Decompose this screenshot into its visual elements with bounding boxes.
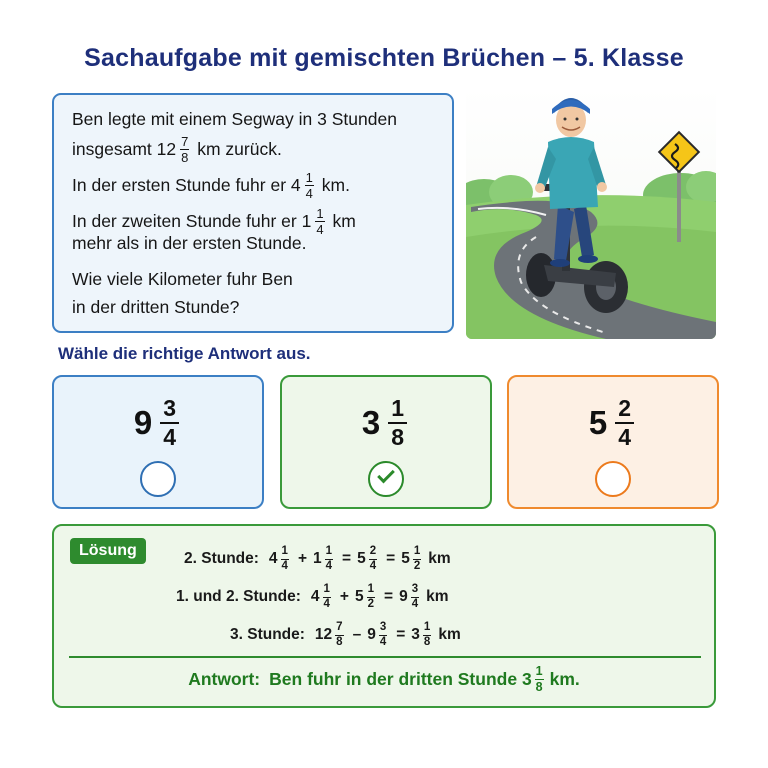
numerator: 1 [423, 622, 431, 636]
prompt-text: Wähle die richtige Antwort aus. [58, 344, 311, 363]
denominator: 8 [336, 635, 343, 648]
problem-text: km. [321, 175, 350, 195]
denominator: 8 [535, 679, 543, 694]
page-title: Sachaufgabe mit gemischten Brüchen – 5. Klasse [84, 44, 684, 72]
unit: km [426, 588, 449, 605]
radio-circle-icon[interactable] [595, 461, 631, 497]
mixed-whole: 4 [268, 550, 278, 567]
denominator: 4 [379, 635, 387, 648]
denominator: 4 [281, 559, 288, 572]
answer-line [54, 665, 714, 693]
problem-text: in der dritten Stunde? [72, 297, 240, 317]
denominator: 4 [325, 559, 333, 572]
numerator: 1 [413, 546, 421, 560]
mixed-whole: 5 [357, 550, 366, 567]
mixed-whole: 1 [301, 211, 312, 231]
numerator: 1 [316, 205, 324, 221]
fraction [379, 622, 387, 648]
fraction [423, 622, 431, 648]
radio-circle-icon[interactable] [140, 461, 176, 497]
solution-row-2nd-hour [184, 546, 451, 572]
numerator: 2 [615, 397, 634, 424]
problem-text: mehr als in der ersten Stunde. [72, 233, 307, 253]
answer-text: Ben fuhr in der dritten Stunde [269, 668, 518, 689]
denominator: 4 [618, 424, 632, 450]
denominator: 8 [391, 424, 405, 450]
fraction [411, 584, 419, 610]
denominator: 4 [369, 559, 377, 572]
problem-line [72, 169, 452, 201]
problem-text: In der zweiten Stunde fuhr er [72, 211, 297, 231]
equals-sign: = [386, 550, 396, 567]
mixed-whole: 12 [314, 626, 333, 643]
numerator: 1 [325, 546, 333, 560]
fraction [315, 207, 324, 236]
unit: km [438, 626, 461, 643]
solution-box [52, 524, 716, 708]
operator: + [339, 588, 349, 605]
problem-line [72, 269, 452, 289]
solution-row-1st-2nd-hour [176, 584, 449, 610]
fraction [335, 622, 343, 648]
segway-illustration [466, 87, 716, 339]
row-label: 1. und 2. Stunde: [176, 588, 301, 605]
fraction [305, 171, 314, 200]
mixed-whole: 4 [310, 588, 320, 605]
problem-box [52, 93, 454, 333]
divider [69, 656, 701, 658]
denominator: 4 [323, 597, 330, 610]
solution-row-3rd-hour [230, 622, 461, 648]
answer-label: Antwort: [188, 668, 261, 689]
problem-line [72, 233, 452, 253]
operator: – [352, 626, 362, 643]
numerator: 3 [160, 397, 179, 424]
choice-value [282, 397, 490, 449]
choice-value [509, 397, 717, 449]
numerator: 3 [411, 584, 419, 598]
choice-value [54, 397, 262, 449]
denominator: 2 [413, 559, 421, 572]
problem-text: Wie viele Kilometer fuhr Ben [72, 269, 293, 289]
fraction [160, 397, 179, 449]
denominator: 8 [423, 635, 431, 648]
fraction [413, 546, 421, 572]
equals-sign: = [342, 550, 352, 567]
numerator: 1 [367, 584, 375, 598]
numerator: 2 [369, 546, 377, 560]
mixed-whole: 9 [367, 626, 376, 643]
denominator: 4 [411, 597, 419, 610]
row-label: 3. Stunde: [230, 626, 305, 643]
denominator: 8 [181, 149, 189, 165]
mixed-whole: 12 [156, 139, 177, 159]
denominator: 4 [163, 424, 177, 450]
fraction [369, 546, 377, 572]
fraction [367, 584, 375, 610]
fraction [388, 397, 407, 449]
fraction [535, 665, 544, 693]
mixed-whole: 3 [521, 668, 532, 689]
mixed-whole: 3 [361, 404, 381, 441]
answer-choice-1[interactable] [52, 375, 264, 509]
mixed-whole: 1 [313, 550, 322, 567]
problem-text: km [332, 211, 356, 231]
problem-text: Ben legte mit einem Segway in 3 Stunden [72, 109, 397, 129]
numerator: 7 [181, 133, 189, 149]
problem-line [72, 297, 452, 317]
numerator: 7 [335, 622, 343, 636]
unit: km. [549, 668, 580, 689]
fraction [325, 546, 333, 572]
solution-badge: Lösung [70, 538, 146, 564]
radio-checked-icon[interactable] [368, 461, 404, 497]
numerator: 3 [379, 622, 387, 636]
numerator: 1 [535, 664, 543, 678]
mixed-whole: 4 [290, 175, 301, 195]
unit: km [428, 550, 451, 567]
mixed-whole: 3 [411, 626, 420, 643]
fraction [281, 546, 289, 572]
numerator: 1 [323, 584, 331, 598]
segway-boy-icon [466, 87, 716, 339]
numerator: 1 [305, 169, 313, 185]
problem-text: In der ersten Stunde fuhr er [72, 175, 287, 195]
fraction [615, 397, 634, 449]
problem-text: insgesamt [72, 139, 152, 159]
denominator: 4 [305, 185, 313, 201]
mixed-whole: 5 [401, 550, 410, 567]
denominator: 2 [367, 597, 374, 610]
equals-sign: = [384, 588, 394, 605]
problem-line [72, 205, 452, 237]
operator: + [297, 550, 308, 567]
problem-text: km zurück. [197, 139, 282, 159]
mixed-whole: 9 [133, 404, 153, 441]
mixed-whole: 5 [588, 404, 608, 441]
problem-line [72, 109, 452, 129]
numerator: 1 [281, 546, 289, 560]
checkmark-icon [377, 466, 395, 484]
fraction [323, 584, 331, 610]
fraction [180, 135, 189, 164]
denominator: 4 [316, 221, 324, 237]
equals-sign: = [396, 626, 406, 643]
problem-line [72, 133, 452, 165]
row-label: 2. Stunde: [184, 550, 259, 567]
mixed-whole: 5 [354, 588, 364, 605]
mixed-whole: 9 [399, 588, 408, 605]
answer-choice-3[interactable] [507, 375, 719, 509]
answer-choice-2[interactable] [280, 375, 492, 509]
numerator: 1 [388, 397, 407, 424]
